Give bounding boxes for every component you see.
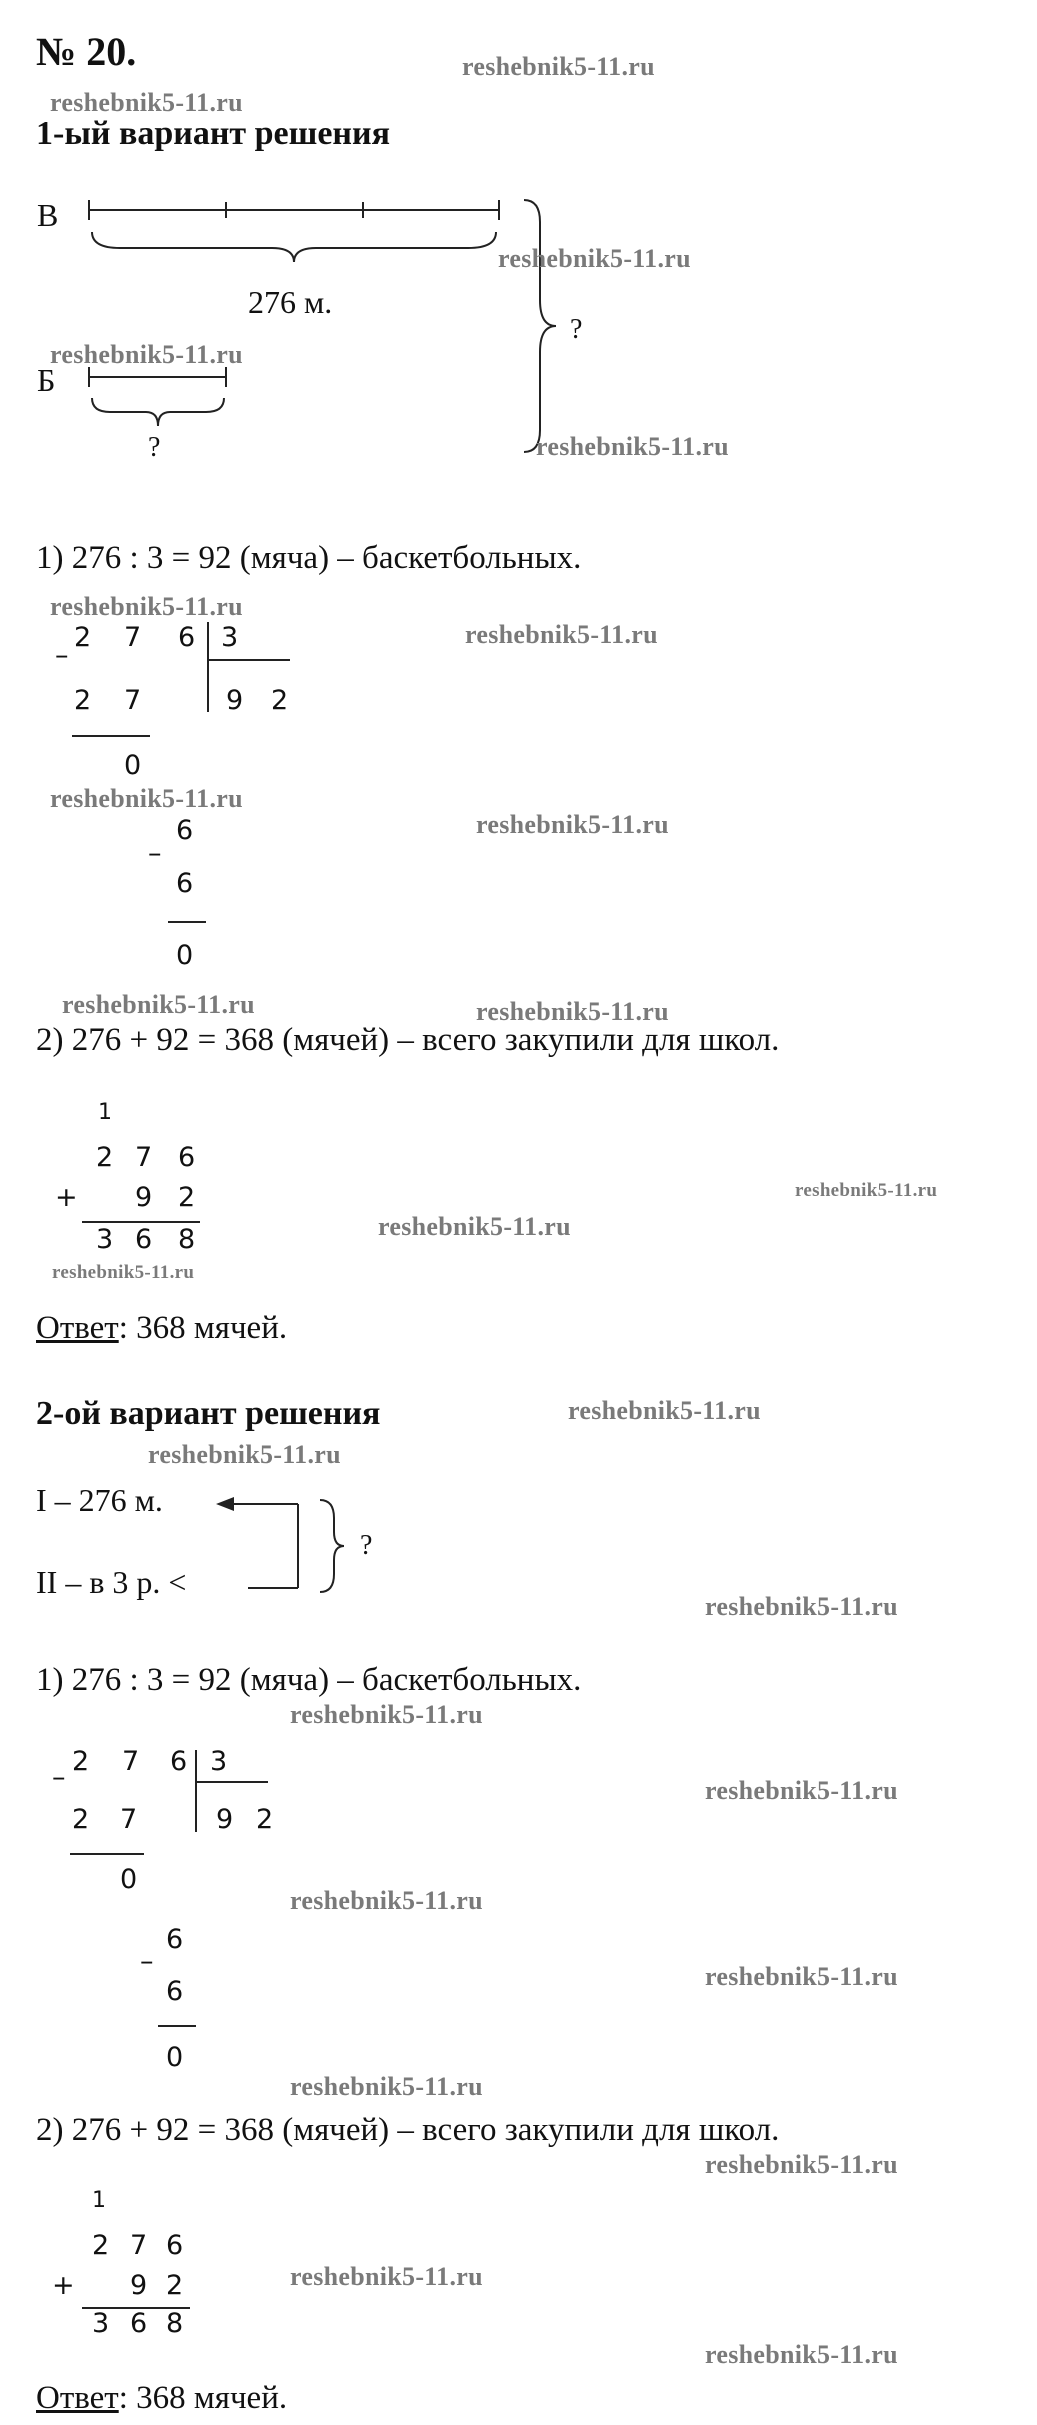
scheme-line2: II – в 3 р. < [36,1564,187,1600]
addend-digit: 2 [166,2270,184,2301]
addend-digit: 2 [92,2230,110,2261]
addend-digit: 7 [130,2230,148,2261]
label-b: Б [37,362,56,398]
arrow-head [216,1497,234,1511]
subtrahend: 6 [166,1976,184,2007]
watermark: reshebnik5-11.ru [705,1962,898,1991]
remainder: 0 [120,1864,138,1895]
brace-scheme [320,1500,344,1592]
watermark: reshebnik5-11.ru [568,1396,761,1425]
divisor: 3 [221,622,239,653]
watermark: reshebnik5-11.ru [50,340,243,369]
subtrahend-digit: 7 [124,685,142,716]
dividend-digit: 7 [122,1746,140,1777]
subtrahend: 6 [176,868,194,899]
variant2-title: 2-ой вариант решения [36,1395,381,1432]
dividend-digit: 7 [124,622,142,653]
plus-sign: + [52,2270,75,2301]
dividend-digit: 2 [74,622,92,653]
sum-digit: 6 [130,2308,148,2339]
divisor: 3 [210,1746,228,1777]
watermark: reshebnik5-11.ru [62,990,255,1019]
sum-digit: 8 [166,2308,184,2339]
dividend-digit: 2 [72,1746,90,1777]
brace-total [524,200,556,452]
watermark: reshebnik5-11.ru [705,2340,898,2369]
answer-label: Ответ [36,2380,119,2416]
carry-digit: 1 [98,1100,112,1125]
watermark: reshebnik5-11.ru [378,1212,571,1241]
watermark: reshebnik5-11.ru [462,52,655,81]
watermark: reshebnik5-11.ru [290,1700,483,1729]
segment-diagram [0,0,1037,470]
addend-digit: 2 [178,1182,196,1213]
dividend-digit: 6 [178,622,196,653]
answer-label: Ответ [36,1310,119,1346]
watermark: reshebnik5-11.ru [795,1180,938,1201]
watermark: reshebnik5-11.ru [50,784,243,813]
minus-sign: – [52,1762,66,1793]
scheme-line1: I – 276 м. [36,1482,163,1518]
variant2-answer [36,2380,287,2417]
question-b: ? [148,432,161,463]
sum-digit: 3 [92,2308,110,2339]
answer-text: : 368 мячей. [118,2380,288,2416]
quotient-digit: 9 [226,685,244,716]
watermark: reshebnik5-11.ru [476,810,669,839]
sum-digit: 3 [96,1224,114,1255]
carry-digit: 1 [92,2188,106,2213]
watermark: reshebnik5-11.ru [465,620,658,649]
subtrahend-digit: 2 [72,1804,90,1835]
bring-down: 6 [166,1924,184,1955]
watermark: reshebnik5-11.ru [705,1776,898,1805]
addend-digit: 9 [135,1182,153,1213]
question-total: ? [570,314,583,345]
watermark: reshebnik5-11.ru [498,244,691,273]
watermark: reshebnik5-11.ru [50,88,243,117]
variant2-step1: 1) 276 : 3 = 92 (мяча) – баскетбольных. [36,1662,582,1698]
minus-sign: – [140,1946,154,1977]
watermark: reshebnik5-11.ru [536,432,729,461]
addition-line [0,2290,300,2330]
sum-digit: 8 [178,1224,196,1255]
remainder: 0 [124,750,142,781]
minus-sign: – [148,838,162,869]
watermark: reshebnik5-11.ru [290,2262,483,2291]
sum-digit: 6 [135,1224,153,1255]
quotient-digit: 2 [256,1804,274,1835]
quotient-digit: 2 [271,685,289,716]
watermark: reshebnik5-11.ru [290,2072,483,2101]
watermark: reshebnik5-11.ru [148,1440,341,1469]
watermark: reshebnik5-11.ru [50,592,243,621]
subtrahend-digit: 2 [74,685,92,716]
addend-digit: 6 [178,1142,196,1173]
quotient-digit: 9 [216,1804,234,1835]
subtrahend-digit: 7 [120,1804,138,1835]
watermark: reshebnik5-11.ru [705,2150,898,2179]
watermark: reshebnik5-11.ru [290,1886,483,1915]
variant1-answer [36,1310,287,1347]
plus-sign: + [55,1182,78,1213]
scheme-question: ? [360,1530,373,1561]
brace-b [92,398,224,426]
addend-digit: 9 [130,2270,148,2301]
addend-digit: 7 [135,1142,153,1173]
label-v: В [37,197,59,233]
watermark: reshebnik5-11.ru [705,1592,898,1621]
bring-down: 6 [176,815,194,846]
minus-sign: – [55,640,69,671]
dividend-digit: 6 [170,1746,188,1777]
length-label: 276 м. [248,284,333,320]
remainder: 0 [176,940,194,971]
watermark: reshebnik5-11.ru [52,1262,195,1283]
remainder: 0 [166,2042,184,2073]
variant1-step2: 2) 276 + 92 = 368 (мячей) – всего закупили для школ. [36,1022,780,1058]
watermark: reshebnik5-11.ru [476,997,669,1026]
problem-number: № 20. [36,29,137,74]
addend-digit: 2 [96,1142,114,1173]
variant1-step1: 1) 276 : 3 = 92 (мяча) – баскетбольных. [36,540,582,576]
answer-text: : 368 мячей. [118,1310,288,1346]
brace-v [92,232,496,262]
scheme-arrows [0,1470,420,1610]
variant1-title: 1-ый вариант решения [36,115,390,152]
addition-line [0,1200,300,1260]
variant2-step2: 2) 276 + 92 = 368 (мячей) – всего закупили для школ. [36,2112,780,2148]
addend-digit: 6 [166,2230,184,2261]
division-lines [0,600,400,960]
